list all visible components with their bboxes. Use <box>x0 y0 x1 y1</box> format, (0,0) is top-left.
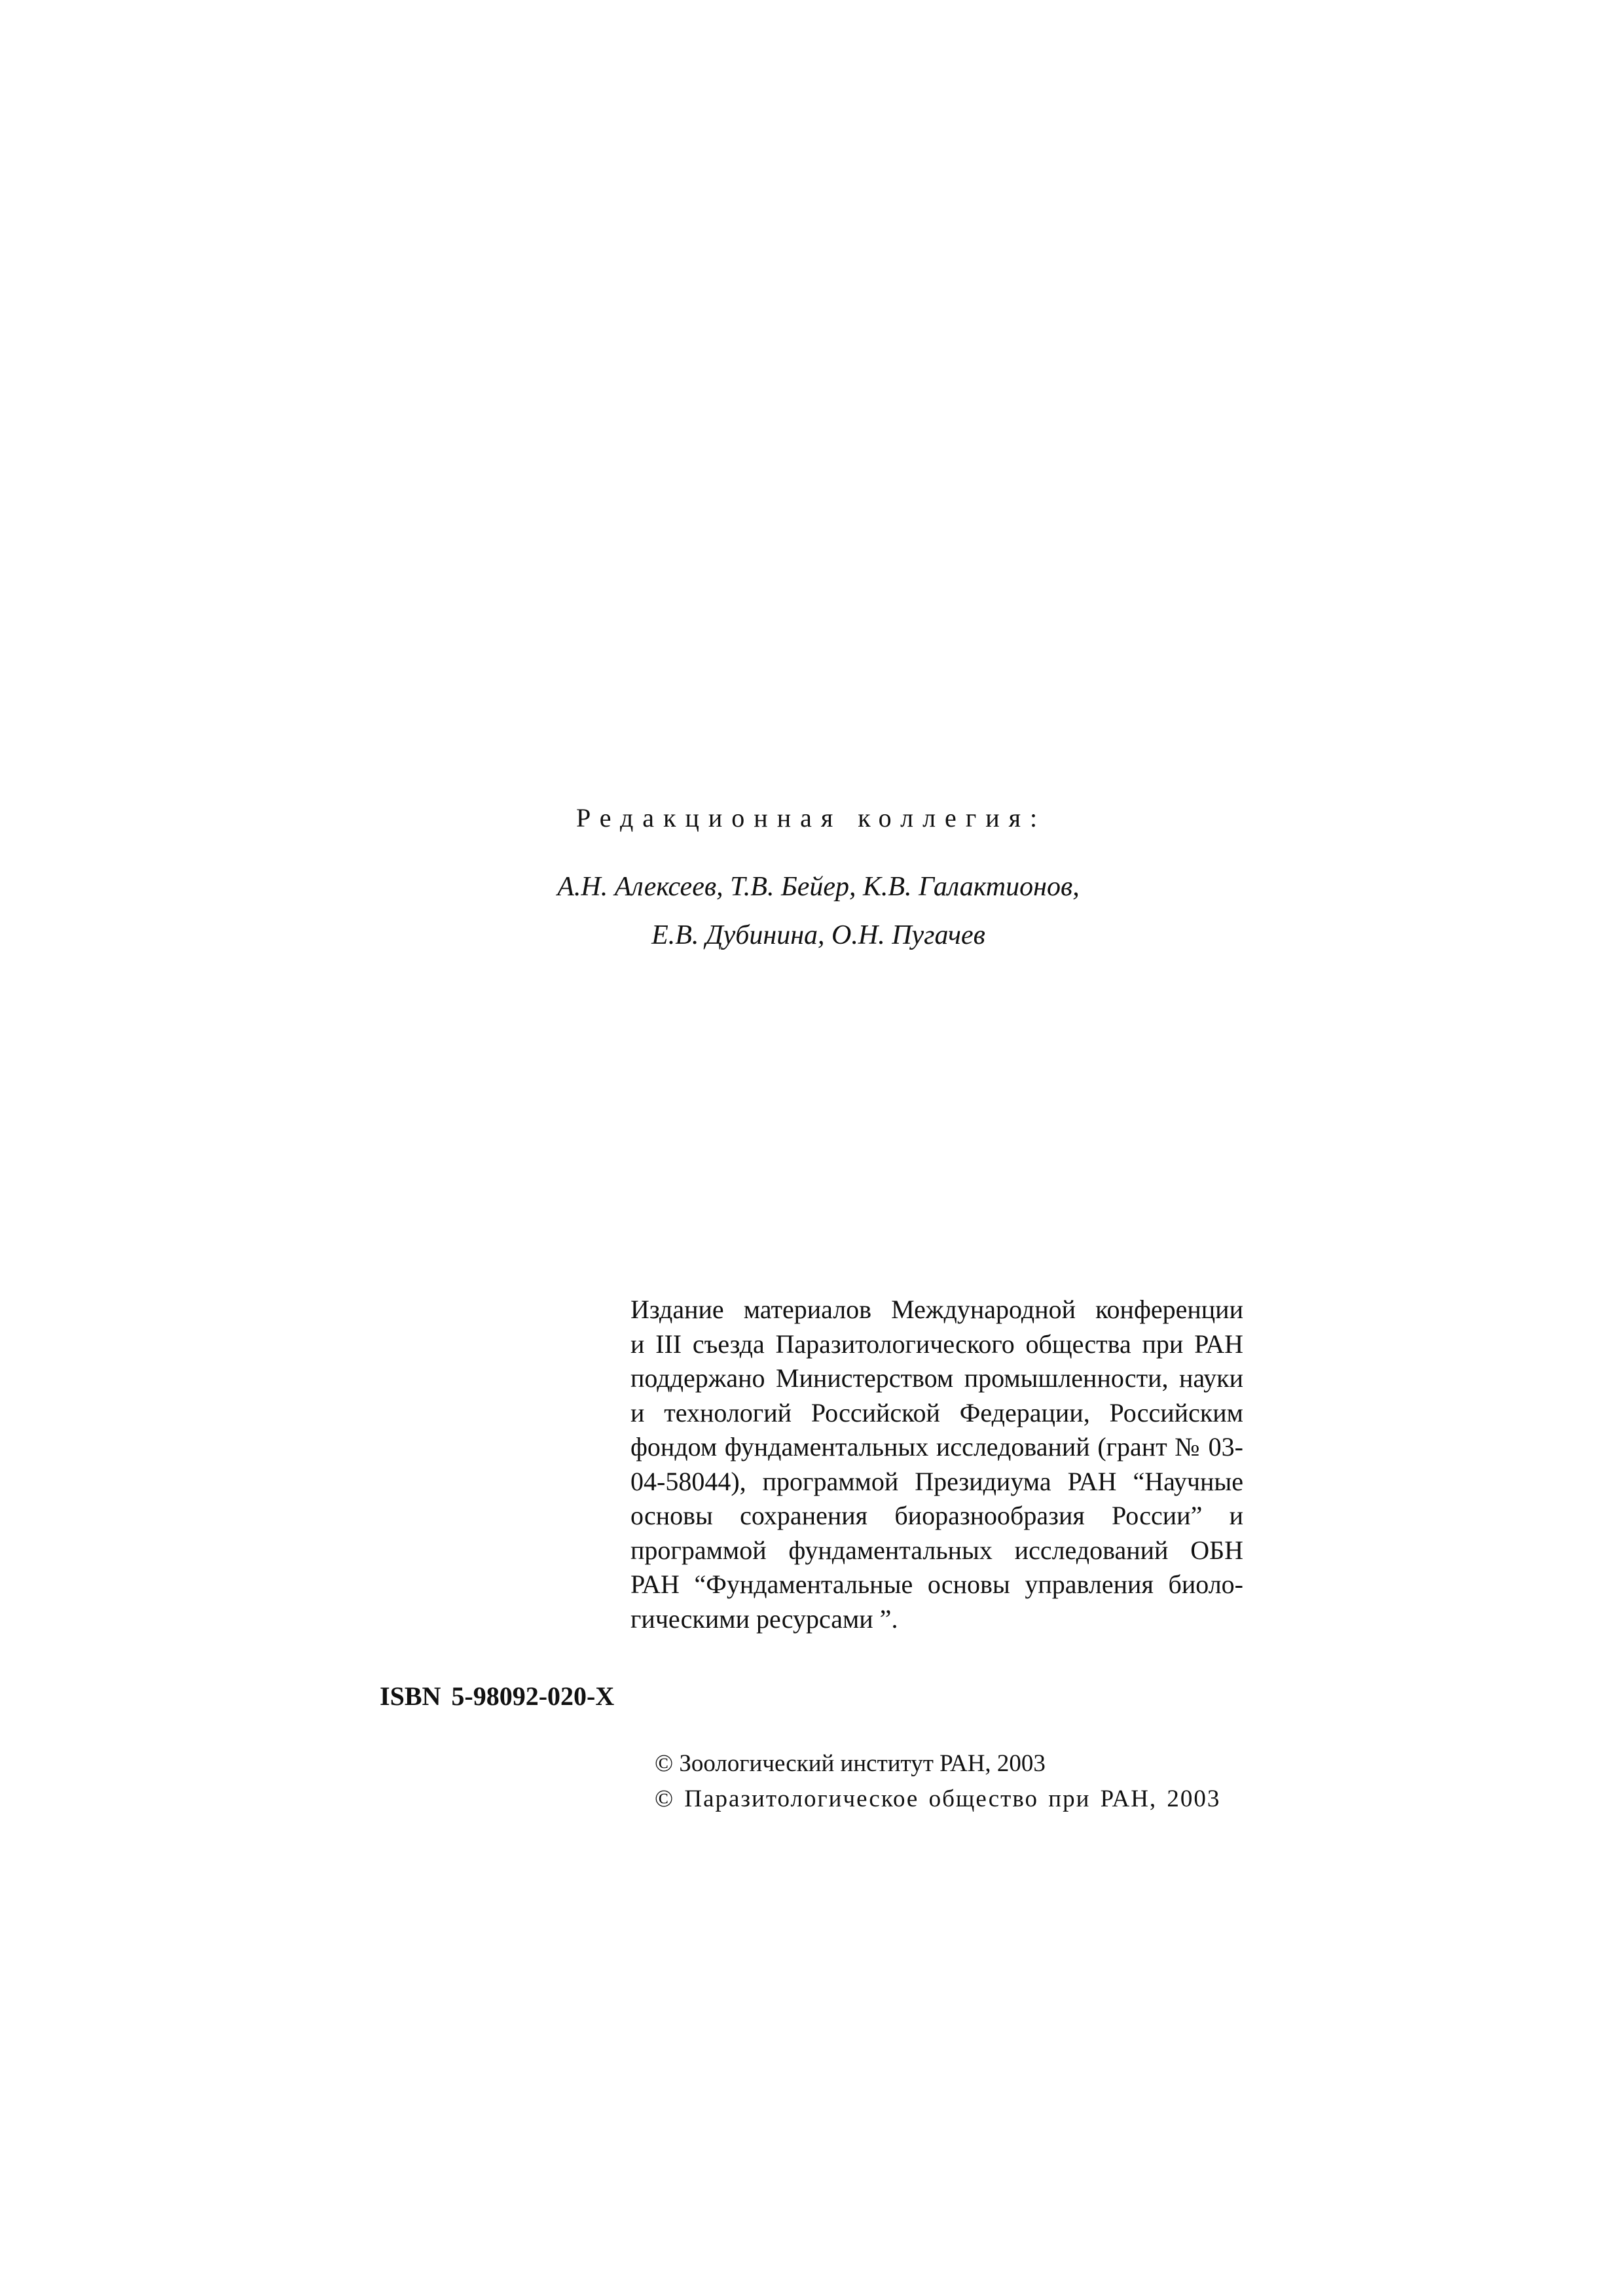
support-note-line: и технологий Российской Федерации, Российским <box>630 1397 1243 1427</box>
editorial-board-members-line: А.Н. Алексеев, Т.В. Бейер, К.В. Галактионов, <box>557 872 1080 902</box>
support-note-line: поддержано Министерством промышленности, науки <box>630 1363 1243 1393</box>
support-note-line: и III съезда Паразитологического общества при РАН <box>630 1329 1243 1359</box>
editorial-board-members <box>458 863 1178 960</box>
editorial-board-members-line: Е.В. Дубинина, О.Н. Пугачев <box>651 920 985 950</box>
support-note-line: Издание материалов Международной конференции <box>630 1295 1243 1324</box>
support-note-line: основы сохранения биоразнообразия России” и <box>630 1501 1243 1530</box>
support-note-line: фондом фундаментальных исследований (грант № 03- <box>630 1432 1243 1462</box>
copyright-line-parasitological-society: © Паразитологическое общество при РАН, 2003 <box>655 1785 1221 1812</box>
support-note-line: гическими ресурсами ”. <box>630 1604 898 1634</box>
funding-support-note <box>630 1293 1243 1636</box>
support-note-line: 04-58044), программой Президиума РАН “Научные <box>630 1466 1243 1496</box>
copyright-block <box>655 1746 1220 1817</box>
editorial-board-heading: Редакционная коллегия: <box>576 803 1047 833</box>
isbn-number: ISBN 5-98092-020-X <box>380 1681 615 1711</box>
copyright-line-zoological-institute: © Зоологический институт РАН, 2003 <box>655 1750 1046 1777</box>
support-note-line: РАН “Фундаментальные основы управления биоло- <box>630 1570 1243 1599</box>
support-note-line: программой фундаментальных исследований ОБН <box>630 1535 1243 1565</box>
